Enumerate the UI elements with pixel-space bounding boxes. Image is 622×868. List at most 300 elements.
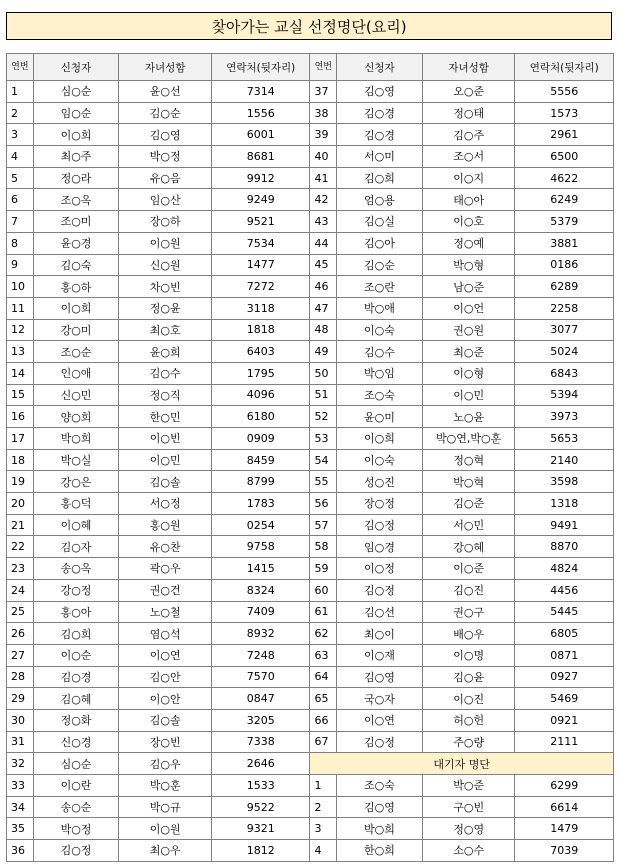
cell-child: 이○준	[422, 558, 515, 580]
cell-no: 62	[310, 623, 337, 645]
cell-phone: 7534	[212, 232, 310, 254]
cell-applicant: 이○정	[337, 558, 423, 580]
cell-child: 김○우	[119, 753, 212, 775]
table-row	[7, 81, 614, 103]
table-row	[7, 601, 614, 623]
table-row	[7, 840, 614, 862]
cell-no: 13	[7, 341, 34, 363]
cell-applicant: 홍○아	[33, 601, 119, 623]
cell-phone: 0921	[515, 709, 614, 731]
table-row	[7, 753, 614, 775]
cell-applicant: 임○순	[33, 102, 119, 124]
cell-no: 4	[7, 146, 34, 168]
cell-applicant: 김○숙	[33, 254, 119, 276]
cell-applicant: 윤○미	[337, 406, 423, 428]
cell-phone: 8799	[212, 471, 310, 493]
table-row	[7, 514, 614, 536]
cell-applicant: 김○정	[337, 731, 423, 753]
cell-no: 31	[7, 731, 34, 753]
cell-child: 주○량	[422, 731, 515, 753]
table-row	[7, 579, 614, 601]
cell-no: 11	[7, 297, 34, 319]
cell-child: 김○윤	[422, 666, 515, 688]
cell-phone: 7248	[212, 644, 310, 666]
cell-phone: 5556	[515, 81, 614, 103]
cell-phone: 1556	[212, 102, 310, 124]
cell-no: 16	[7, 406, 34, 428]
cell-applicant: 이○순	[33, 644, 119, 666]
cell-child: 정○직	[119, 384, 212, 406]
cell-phone: 6299	[515, 775, 614, 797]
cell-applicant: 박○희	[337, 818, 423, 840]
table-row	[7, 536, 614, 558]
cell-phone: 7272	[212, 276, 310, 298]
roster-table	[6, 53, 614, 862]
cell-phone: 7409	[212, 601, 310, 623]
cell-phone: 6249	[515, 189, 614, 211]
cell-no: 24	[7, 579, 34, 601]
cell-applicant: 김○경	[33, 666, 119, 688]
cell-child: 차○빈	[119, 276, 212, 298]
table-row	[7, 666, 614, 688]
cell-applicant: 이○연	[337, 709, 423, 731]
cell-no: 29	[7, 688, 34, 710]
cell-applicant: 김○영	[337, 81, 423, 103]
cell-applicant: 김○정	[337, 514, 423, 536]
cell-no: 66	[310, 709, 337, 731]
cell-phone: 3077	[515, 319, 614, 341]
cell-applicant: 박○실	[33, 449, 119, 471]
cell-child: 임○산	[119, 189, 212, 211]
cell-child: 박○정	[119, 146, 212, 168]
cell-phone: 6403	[212, 341, 310, 363]
cell-applicant: 박○임	[337, 362, 423, 384]
table-row	[7, 102, 614, 124]
cell-no: 54	[310, 449, 337, 471]
cell-child: 이○민	[422, 384, 515, 406]
cell-child: 이○안	[119, 688, 212, 710]
cell-no: 36	[7, 840, 34, 862]
cell-no: 57	[310, 514, 337, 536]
table-row	[7, 775, 614, 797]
cell-phone: 8681	[212, 146, 310, 168]
cell-child: 권○원	[422, 319, 515, 341]
cell-no: 53	[310, 428, 337, 450]
cell-no: 2	[310, 796, 337, 818]
cell-child: 이○원	[119, 818, 212, 840]
cell-phone: 5394	[515, 384, 614, 406]
cell-phone: 5024	[515, 341, 614, 363]
cell-phone: 1818	[212, 319, 310, 341]
table-row	[7, 449, 614, 471]
cell-no: 33	[7, 775, 34, 797]
cell-child: 이○명	[422, 644, 515, 666]
cell-child: 장○빈	[119, 731, 212, 753]
cell-child: 곽○우	[119, 558, 212, 580]
cell-child: 신○원	[119, 254, 212, 276]
cell-applicant: 인○애	[33, 362, 119, 384]
cell-child: 조○서	[422, 146, 515, 168]
table-row	[7, 796, 614, 818]
table-row	[7, 623, 614, 645]
cell-applicant: 박○애	[337, 297, 423, 319]
cell-child: 이○호	[422, 211, 515, 233]
cell-phone: 7314	[212, 81, 310, 103]
cell-phone: 2646	[212, 753, 310, 775]
cell-phone: 9758	[212, 536, 310, 558]
cell-applicant: 홍○하	[33, 276, 119, 298]
cell-phone: 8932	[212, 623, 310, 645]
cell-child: 노○윤	[422, 406, 515, 428]
cell-no: 30	[7, 709, 34, 731]
cell-applicant: 김○영	[337, 666, 423, 688]
cell-applicant: 심○순	[33, 81, 119, 103]
cell-child: 김○수	[119, 362, 212, 384]
cell-no: 44	[310, 232, 337, 254]
cell-child: 이○형	[422, 362, 515, 384]
cell-phone: 6001	[212, 124, 310, 146]
cell-applicant: 국○자	[337, 688, 423, 710]
header-no: 연번	[310, 54, 337, 81]
cell-phone: 6614	[515, 796, 614, 818]
cell-phone: 5445	[515, 601, 614, 623]
cell-phone: 8870	[515, 536, 614, 558]
cell-no: 34	[7, 796, 34, 818]
cell-child: 권○구	[422, 601, 515, 623]
cell-phone: 1318	[515, 493, 614, 515]
cell-applicant: 심○순	[33, 753, 119, 775]
cell-no: 63	[310, 644, 337, 666]
cell-phone: 6500	[515, 146, 614, 168]
table-row	[7, 362, 614, 384]
cell-child: 이○연	[119, 644, 212, 666]
cell-applicant: 임○경	[337, 536, 423, 558]
cell-child: 허○헌	[422, 709, 515, 731]
table-row	[7, 471, 614, 493]
cell-no: 47	[310, 297, 337, 319]
cell-child: 윤○선	[119, 81, 212, 103]
cell-applicant: 이○란	[33, 775, 119, 797]
cell-child: 박○연,박○훈	[422, 428, 515, 450]
cell-no: 58	[310, 536, 337, 558]
roster-body	[7, 54, 614, 862]
cell-child: 남○준	[422, 276, 515, 298]
cell-child: 김○진	[422, 579, 515, 601]
cell-child: 소○수	[422, 840, 515, 862]
cell-applicant: 이○희	[33, 124, 119, 146]
cell-applicant: 서○미	[337, 146, 423, 168]
cell-child: 박○훈	[119, 775, 212, 797]
table-row	[7, 146, 614, 168]
cell-applicant: 조○란	[337, 276, 423, 298]
waitlist-title: 대기자 명단	[310, 753, 614, 775]
cell-child: 태○아	[422, 189, 515, 211]
cell-child: 장○하	[119, 211, 212, 233]
cell-phone: 1573	[515, 102, 614, 124]
cell-no: 40	[310, 146, 337, 168]
cell-phone: 0847	[212, 688, 310, 710]
cell-no: 35	[7, 818, 34, 840]
cell-no: 27	[7, 644, 34, 666]
cell-no: 9	[7, 254, 34, 276]
cell-child: 김○영	[119, 124, 212, 146]
cell-applicant: 신○경	[33, 731, 119, 753]
cell-child: 서○민	[422, 514, 515, 536]
cell-applicant: 김○아	[337, 232, 423, 254]
table-row	[7, 297, 614, 319]
header-applicant: 신청자	[33, 54, 119, 81]
cell-applicant: 이○숙	[337, 319, 423, 341]
cell-phone: 6805	[515, 623, 614, 645]
cell-no: 38	[310, 102, 337, 124]
cell-no: 41	[310, 167, 337, 189]
cell-child: 유○음	[119, 167, 212, 189]
cell-applicant: 김○선	[337, 601, 423, 623]
cell-applicant: 강○정	[33, 579, 119, 601]
cell-applicant: 강○은	[33, 471, 119, 493]
cell-child: 김○순	[119, 102, 212, 124]
cell-no: 28	[7, 666, 34, 688]
cell-phone: 9912	[212, 167, 310, 189]
cell-no: 32	[7, 753, 34, 775]
table-row	[7, 167, 614, 189]
table-row	[7, 731, 614, 753]
cell-child: 김○주	[422, 124, 515, 146]
table-row	[7, 124, 614, 146]
cell-phone: 3118	[212, 297, 310, 319]
cell-applicant: 최○이	[337, 623, 423, 645]
cell-phone: 1477	[212, 254, 310, 276]
cell-child: 구○빈	[422, 796, 515, 818]
cell-child: 박○혁	[422, 471, 515, 493]
cell-no: 67	[310, 731, 337, 753]
cell-child: 최○우	[119, 840, 212, 862]
cell-no: 17	[7, 428, 34, 450]
cell-no: 50	[310, 362, 337, 384]
page-title: 찾아가는 교실 선정명단(요리)	[6, 12, 612, 40]
cell-applicant: 김○혜	[33, 688, 119, 710]
cell-phone: 4456	[515, 579, 614, 601]
cell-phone: 3881	[515, 232, 614, 254]
cell-phone: 1812	[212, 840, 310, 862]
cell-phone: 5469	[515, 688, 614, 710]
cell-applicant: 이○희	[337, 428, 423, 450]
cell-applicant: 조○옥	[33, 189, 119, 211]
cell-applicant: 김○자	[33, 536, 119, 558]
cell-child: 오○준	[422, 81, 515, 103]
cell-no: 64	[310, 666, 337, 688]
cell-no: 1	[7, 81, 34, 103]
table-row	[7, 254, 614, 276]
cell-phone: 3598	[515, 471, 614, 493]
cell-child: 정○태	[422, 102, 515, 124]
header-child: 자녀성함	[119, 54, 212, 81]
cell-child: 이○언	[422, 297, 515, 319]
cell-applicant: 홍○덕	[33, 493, 119, 515]
header-no: 연번	[7, 54, 34, 81]
cell-no: 46	[310, 276, 337, 298]
cell-phone: 6289	[515, 276, 614, 298]
cell-phone: 0927	[515, 666, 614, 688]
cell-no: 59	[310, 558, 337, 580]
cell-phone: 1783	[212, 493, 310, 515]
cell-phone: 0909	[212, 428, 310, 450]
cell-phone: 3973	[515, 406, 614, 428]
cell-no: 5	[7, 167, 34, 189]
cell-child: 한○민	[119, 406, 212, 428]
table-row	[7, 406, 614, 428]
cell-child: 이○진	[422, 688, 515, 710]
cell-applicant: 김○희	[337, 167, 423, 189]
cell-applicant: 신○민	[33, 384, 119, 406]
header-applicant: 신청자	[337, 54, 423, 81]
cell-phone: 8459	[212, 449, 310, 471]
cell-no: 3	[7, 124, 34, 146]
cell-phone: 9321	[212, 818, 310, 840]
cell-child: 정○영	[422, 818, 515, 840]
cell-child: 정○혁	[422, 449, 515, 471]
header-child: 자녀성함	[422, 54, 515, 81]
cell-applicant: 강○미	[33, 319, 119, 341]
cell-phone: 9491	[515, 514, 614, 536]
cell-applicant: 이○혜	[33, 514, 119, 536]
cell-no: 42	[310, 189, 337, 211]
cell-phone: 2961	[515, 124, 614, 146]
cell-no: 65	[310, 688, 337, 710]
header-row	[7, 54, 614, 81]
cell-no: 43	[310, 211, 337, 233]
cell-no: 6	[7, 189, 34, 211]
table-row	[7, 709, 614, 731]
cell-child: 서○정	[119, 493, 212, 515]
cell-phone: 4622	[515, 167, 614, 189]
cell-applicant: 한○희	[337, 840, 423, 862]
cell-no: 3	[310, 818, 337, 840]
cell-child: 박○형	[422, 254, 515, 276]
cell-child: 윤○희	[119, 341, 212, 363]
cell-no: 55	[310, 471, 337, 493]
cell-phone: 5653	[515, 428, 614, 450]
header-phone: 연락처(뒷자리)	[515, 54, 614, 81]
cell-child: 염○석	[119, 623, 212, 645]
cell-phone: 9521	[212, 211, 310, 233]
cell-applicant: 김○희	[33, 623, 119, 645]
cell-no: 60	[310, 579, 337, 601]
cell-applicant: 이○재	[337, 644, 423, 666]
cell-applicant: 조○순	[33, 341, 119, 363]
cell-no: 39	[310, 124, 337, 146]
cell-child: 이○지	[422, 167, 515, 189]
cell-no: 61	[310, 601, 337, 623]
cell-no: 14	[7, 362, 34, 384]
cell-applicant: 양○희	[33, 406, 119, 428]
cell-no: 12	[7, 319, 34, 341]
cell-applicant: 김○경	[337, 102, 423, 124]
table-row	[7, 341, 614, 363]
table-row	[7, 319, 614, 341]
cell-child: 최○호	[119, 319, 212, 341]
cell-applicant: 박○정	[33, 818, 119, 840]
cell-no: 25	[7, 601, 34, 623]
cell-applicant: 김○실	[337, 211, 423, 233]
cell-phone: 0254	[212, 514, 310, 536]
cell-child: 노○철	[119, 601, 212, 623]
cell-child: 배○우	[422, 623, 515, 645]
table-row	[7, 211, 614, 233]
header-phone: 연락처(뒷자리)	[212, 54, 310, 81]
cell-no: 48	[310, 319, 337, 341]
cell-child: 이○원	[119, 232, 212, 254]
cell-applicant: 조○숙	[337, 384, 423, 406]
cell-no: 49	[310, 341, 337, 363]
cell-phone: 4096	[212, 384, 310, 406]
cell-child: 박○준	[422, 775, 515, 797]
table-row	[7, 189, 614, 211]
cell-child: 박○규	[119, 796, 212, 818]
table-row	[7, 384, 614, 406]
cell-child: 김○준	[422, 493, 515, 515]
table-row	[7, 276, 614, 298]
cell-applicant: 이○희	[33, 297, 119, 319]
cell-child: 이○민	[119, 449, 212, 471]
cell-no: 19	[7, 471, 34, 493]
cell-applicant: 엄○용	[337, 189, 423, 211]
cell-child: 이○빈	[119, 428, 212, 450]
cell-applicant: 장○정	[337, 493, 423, 515]
cell-applicant: 조○숙	[337, 775, 423, 797]
cell-no: 1	[310, 775, 337, 797]
cell-no: 20	[7, 493, 34, 515]
cell-phone: 1795	[212, 362, 310, 384]
cell-applicant: 김○경	[337, 124, 423, 146]
cell-phone: 4824	[515, 558, 614, 580]
cell-no: 26	[7, 623, 34, 645]
cell-phone: 2258	[515, 297, 614, 319]
cell-phone: 2111	[515, 731, 614, 753]
cell-no: 4	[310, 840, 337, 862]
cell-phone: 0186	[515, 254, 614, 276]
cell-child: 강○혜	[422, 536, 515, 558]
cell-phone: 6180	[212, 406, 310, 428]
cell-phone: 7039	[515, 840, 614, 862]
table-row	[7, 818, 614, 840]
cell-no: 18	[7, 449, 34, 471]
cell-child: 정○예	[422, 232, 515, 254]
cell-phone: 9522	[212, 796, 310, 818]
cell-applicant: 정○라	[33, 167, 119, 189]
cell-phone: 1533	[212, 775, 310, 797]
cell-phone: 1479	[515, 818, 614, 840]
cell-applicant: 김○영	[337, 796, 423, 818]
table-row	[7, 558, 614, 580]
table-row	[7, 644, 614, 666]
cell-no: 56	[310, 493, 337, 515]
cell-applicant: 송○옥	[33, 558, 119, 580]
cell-child: 유○찬	[119, 536, 212, 558]
cell-no: 2	[7, 102, 34, 124]
cell-no: 15	[7, 384, 34, 406]
table-row	[7, 688, 614, 710]
cell-no: 7	[7, 211, 34, 233]
cell-child: 정○윤	[119, 297, 212, 319]
cell-phone: 1415	[212, 558, 310, 580]
cell-phone: 2140	[515, 449, 614, 471]
cell-applicant: 김○정	[33, 840, 119, 862]
cell-no: 10	[7, 276, 34, 298]
cell-applicant: 박○희	[33, 428, 119, 450]
cell-phone: 0871	[515, 644, 614, 666]
cell-phone: 5379	[515, 211, 614, 233]
